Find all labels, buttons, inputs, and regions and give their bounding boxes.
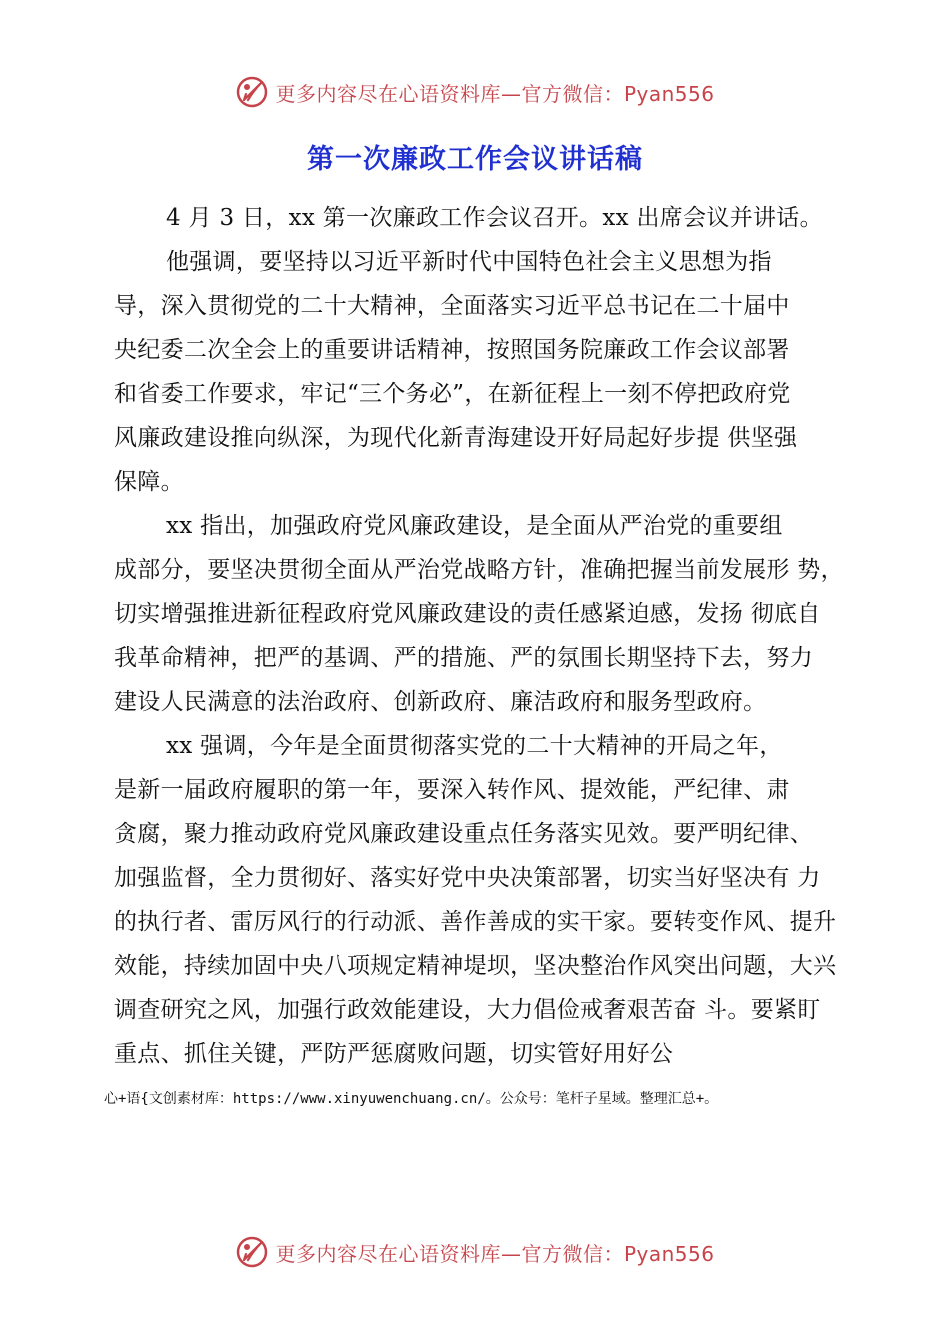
body-line: 切实增强推进新征程政府党风廉政建设的责任感紧迫感，发扬 彻底自 bbox=[114, 601, 821, 627]
body-line: 重点、抓住关键，严防严惩腐败问题，切实管好用好公 bbox=[114, 1041, 674, 1067]
document-body bbox=[114, 196, 864, 1076]
body-line: 是新一届政府履职的第一年，要深入转作风、提效能，严纪律、肃 bbox=[114, 777, 790, 803]
body-line: 的执行者、雷厉风行的行动派、善作善成的实干家。要转变作风、提升 bbox=[114, 909, 837, 935]
body-line: 他强调，要坚持以习近平新时代中国特色社会主义思想为指 bbox=[166, 249, 772, 275]
body-line: 贪腐，聚力推动政府党风廉政建设重点任务落实见效。要严明纪律、 bbox=[114, 821, 813, 847]
header-banner bbox=[0, 72, 950, 112]
body-line: 建设人民满意的法治政府、创新政府、廉洁政府和服务型政府。 bbox=[114, 689, 767, 715]
body-line: 我革命精神，把严的基调、严的措施、严的氛围长期坚持下去，努力 bbox=[114, 645, 813, 671]
body-line: 导，深入贯彻党的二十大精神，全面落实习近平总书记在二十届中 bbox=[114, 293, 790, 319]
banner-text: 更多内容尽在心语资料库—官方微信：Pyan556 bbox=[275, 81, 715, 106]
body-line: 和省委工作要求，牢记“三个务必”，在新征程上一刻不停把政府党 bbox=[114, 381, 791, 407]
body-line: xx 指出，加强政府党风廉政建设，是全面从严治党的重要组 bbox=[166, 513, 783, 539]
document-title: 第一次廉政工作会议讲话稿 bbox=[307, 144, 643, 175]
body-line: xx 强调，今年是全面贯彻落实党的二十大精神的开局之年， bbox=[166, 733, 783, 759]
body-line: 成部分，要坚决贯彻全面从严治党战略方针，准确把握当前发展形 势， bbox=[114, 557, 844, 583]
body-line: 加强监督，全力贯彻好、落实好党中央决策部署，切实当好坚决有 力 bbox=[114, 865, 821, 891]
body-line: 4 月 3 日，xx 第一次廉政工作会议召开。xx 出席会议并讲话。 bbox=[166, 205, 823, 231]
banner-text: 更多内容尽在心语资料库—官方微信：Pyan556 bbox=[275, 1241, 715, 1266]
quill-seal-icon bbox=[235, 75, 269, 109]
footer-banner bbox=[0, 1232, 950, 1272]
body-line: 保障。 bbox=[114, 469, 184, 495]
footer-note: 心+语{文创素材库：https://www.xinyuwenchuang.cn/。公众号：笔杆子星域。整理汇总+。 bbox=[104, 1091, 719, 1107]
body-line: 效能，持续加固中央八项规定精神堤坝，坚决整治作风突出问题，大兴 bbox=[114, 953, 837, 979]
body-line: 风廉政建设推向纵深，为现代化新青海建设开好局起好步提 供坚强 bbox=[114, 425, 798, 451]
body-line: 调查研究之风，加强行政效能建设，大力倡俭戒奢艰苦奋 斗。要紧盯 bbox=[114, 997, 821, 1023]
body-line: 央纪委二次全会上的重要讲话精神，按照国务院廉政工作会议部署 bbox=[114, 337, 790, 363]
quill-seal-icon bbox=[235, 1235, 269, 1269]
